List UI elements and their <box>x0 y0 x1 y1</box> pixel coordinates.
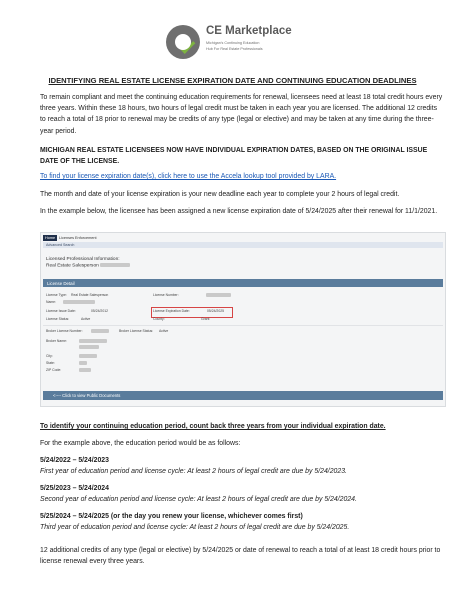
closing-paragraph: 12 additional credits of any type (legal or elective) by 5/24/2025 or date of renewal to reach a total of at least 18 credit hours prior to license renewal every three years. <box>40 547 441 566</box>
county-value: Grant <box>201 317 210 321</box>
ce-marketplace-logo <box>166 23 316 69</box>
public-documents-link[interactable]: <---- Click to view Public Documents <box>53 393 121 398</box>
subnav-bar <box>43 242 443 248</box>
license-type-label: License Type: <box>46 293 67 297</box>
redacted-zip <box>79 368 91 372</box>
redacted-broker-name <box>79 339 107 343</box>
issue-date-value: 05/24/2012 <box>91 309 108 313</box>
lp-role: Real Estate Salesperson <box>46 263 99 269</box>
license-type-value: Real Estate Salesperson <box>71 293 109 297</box>
redacted-name <box>100 263 130 267</box>
license-detail-title: License Detail <box>47 280 75 286</box>
logo-tagline-line2: Hub For Real Estate Professionals <box>206 47 263 51</box>
intro-paragraph: To remain compliant and meet the continuing education requirements for renewal, licensees need at least 18 total credit hours every three years. Within these 18 hours, two hours of legal credit must be taken in each year you are licensed. The additional 12 credits to reach a total of 18 prior to renewal may be credits of any type (legal or elective) and may be taken at any time during the three-year period. <box>40 94 443 135</box>
logo-mark-icon <box>166 25 200 59</box>
example-period-paragraph: For the example above, the education period would be as follows: <box>40 440 241 447</box>
accela-lookup-link[interactable]: To find your license expiration date(s), click here to use the Accela lookup tool provided by LARA. <box>40 173 337 180</box>
period-1-range: 5/24/2022 – 5/24/2023 <box>40 457 109 464</box>
advanced-search-link[interactable]: Advanced Search <box>46 242 75 247</box>
lp-title: Licensed Professional Information: <box>46 257 120 262</box>
license-lookup-screenshot <box>40 232 446 407</box>
state-label: State: <box>46 361 55 365</box>
tab-licenses[interactable]: Licenses <box>59 236 74 240</box>
period-2-range: 5/25/2023 – 5/24/2024 <box>40 485 109 492</box>
expiration-date-value: 05/24/2025 <box>207 309 224 313</box>
city-label: City: <box>46 354 53 358</box>
redacted-licensee-name <box>63 300 95 304</box>
name-label: Name: <box>46 300 56 304</box>
public-documents-bar[interactable] <box>43 391 443 400</box>
period-3-range: 5/25/2024 – 5/24/2025 (or the day you renew your license, whichever comes first) <box>40 513 303 520</box>
redacted-broker-address <box>79 345 99 349</box>
licensed-professional-info <box>46 257 130 269</box>
license-detail-header <box>43 279 443 287</box>
redacted-state <box>79 361 87 365</box>
period-2-note: Second year of education period and license cycle: At least 2 hours of legal credit are due by 5/24/2024. <box>40 496 357 503</box>
redacted-license-number <box>206 293 231 297</box>
divider <box>43 325 443 326</box>
license-status-value: Active <box>81 317 91 321</box>
logo-tagline-line1: Michigan's Continuing Education <box>206 41 260 45</box>
month-date-paragraph: The month and date of your license expiration is your new deadline each year to complete your 2 hours of legal credit. <box>40 191 400 198</box>
period-3-note: Third year of education period and license cycle: At least 2 hours of legal credit are due by 5/24/2025. <box>40 524 350 531</box>
identify-heading: To identify your continuing education period, count back three years from your individual expiration date. <box>40 423 386 430</box>
example-paragraph: In the example below, the licensee has been assigned a new license expiration date of 5/24/2025 after their renewal for 11/1/2021. <box>40 208 438 215</box>
logo-title: CE Marketplace <box>206 25 292 37</box>
zip-label: ZIP Code: <box>46 368 62 372</box>
license-status-label: License Status: <box>46 317 70 321</box>
license-number-label: License Number: <box>153 293 179 297</box>
page-headline: IDENTIFYING REAL ESTATE LICENSE EXPIRATION DATE AND CONTINUING EDUCATION DEADLINES <box>48 76 417 85</box>
tab-home[interactable]: Home <box>45 236 56 240</box>
broker-license-label: Broker License Number: <box>46 329 83 333</box>
broker-name-label: Broker Name: <box>46 339 67 343</box>
redacted-city <box>79 354 97 358</box>
county-label: County: <box>153 317 165 321</box>
redacted-broker-license <box>91 329 109 333</box>
broker-status-value: Active <box>159 329 169 333</box>
tab-enforcement[interactable]: Enforcement <box>75 236 97 240</box>
expiration-date-label: License Expiration Date: <box>153 309 190 313</box>
period-1-note: First year of education period and license cycle: At least 2 hours of legal credit are due by 5/24/2023. <box>40 468 347 475</box>
broker-status-label: Broker License Status: <box>119 329 154 333</box>
issue-date-label: License Issue Date: <box>46 309 76 313</box>
notice-paragraph: MICHIGAN REAL ESTATE LICENSEES NOW HAVE INDIVIDUAL EXPIRATION DATES, BASED ON THE ORIGINAL ISSUE DATE OF THE LICENSE. <box>40 147 428 166</box>
